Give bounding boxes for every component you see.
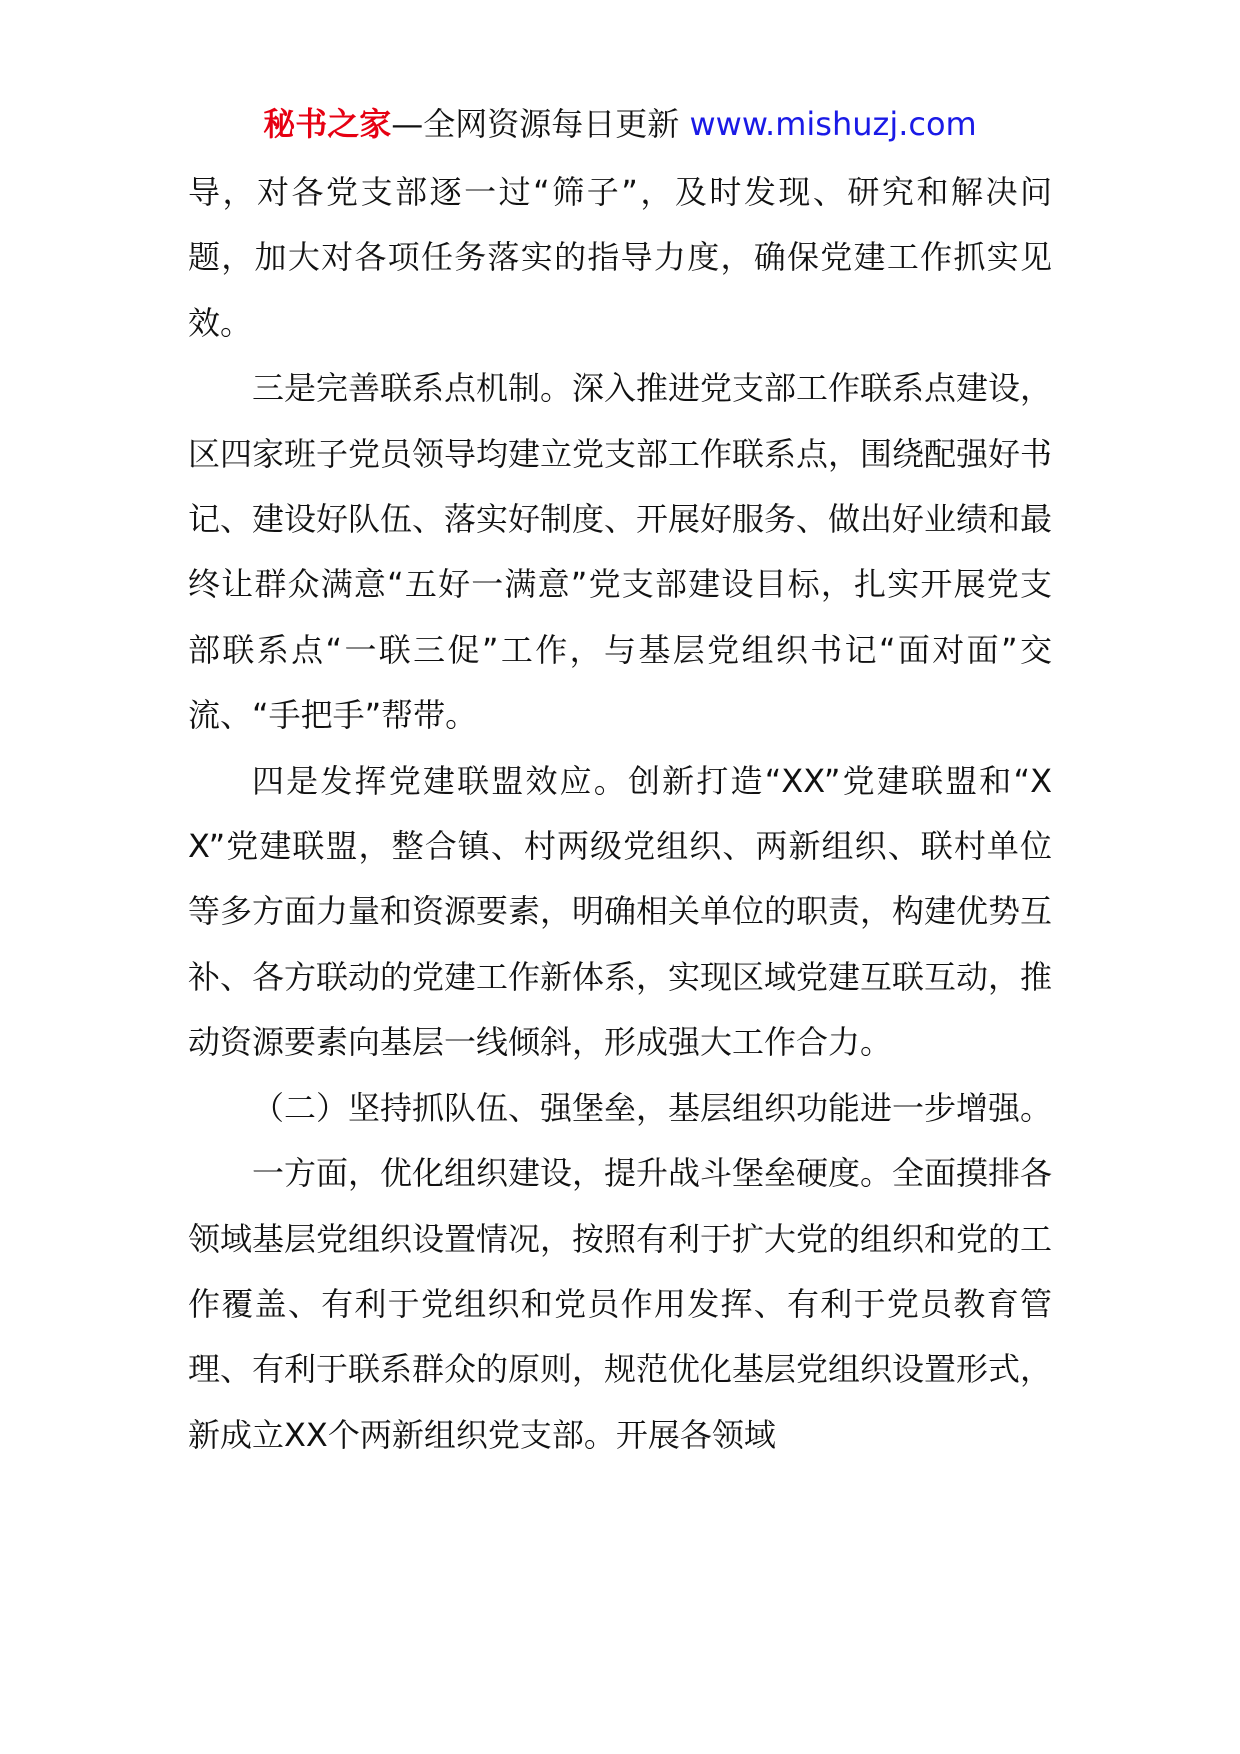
site-header	[0, 100, 1240, 148]
paragraph-organization-building: 一方面，优化组织建设，提升战斗堡垒硬度。全面摸排各领域基层党组织设置情况，按照有利于扩大党的组织和党的工作覆盖、有利于党组织和党员作用发挥、有利于党员教育管理、有利于联系群众的原则，规范优化基层党组织设置形式，新成立XX个两新组织党支部。开展各领域	[188, 1154, 1053, 1454]
site-slogan: —全网资源每日更新	[391, 105, 680, 143]
document-body	[188, 160, 1052, 1468]
site-url-link[interactable]: www.mishuzj.com	[689, 105, 977, 143]
section-heading-two: （二）坚持抓队伍、强堡垒，基层组织功能进一步增强。	[252, 1088, 1053, 1127]
paragraph-party-alliance: 四是发挥党建联盟效应。创新打造“XX”党建联盟和“XX”党建联盟，整合镇、村两级党组织、两新组织、联村单位等多方面力量和资源要素，明确相关单位的职责，构建优势互补、各方联动的党建工作新体系，实现区域党建互联互动，推动资源要素向基层一线倾斜，形成强大工作合力。	[188, 761, 1053, 1062]
paragraph-continuation: 导，对各党支部逐一过“筛子”，及时发现、研究和解决问题，加大对各项任务落实的指导力度，确保党建工作抓实见效。	[188, 173, 1052, 342]
paragraph-liaison-mechanism: 三是完善联系点机制。深入推进党支部工作联系点建设，区四家班子党员领导均建立党支部工作联系点，围绕配强好书记、建设好队伍、落实好制度、开展好服务、做出好业绩和最终让群众满意“五好一满意”党支部建设目标，扎实开展党支部联系点“一联三促”工作，与基层党组织书记“面对面”交流、“手把手”帮带。	[188, 369, 1053, 735]
site-brand: 秘书之家	[263, 105, 392, 143]
